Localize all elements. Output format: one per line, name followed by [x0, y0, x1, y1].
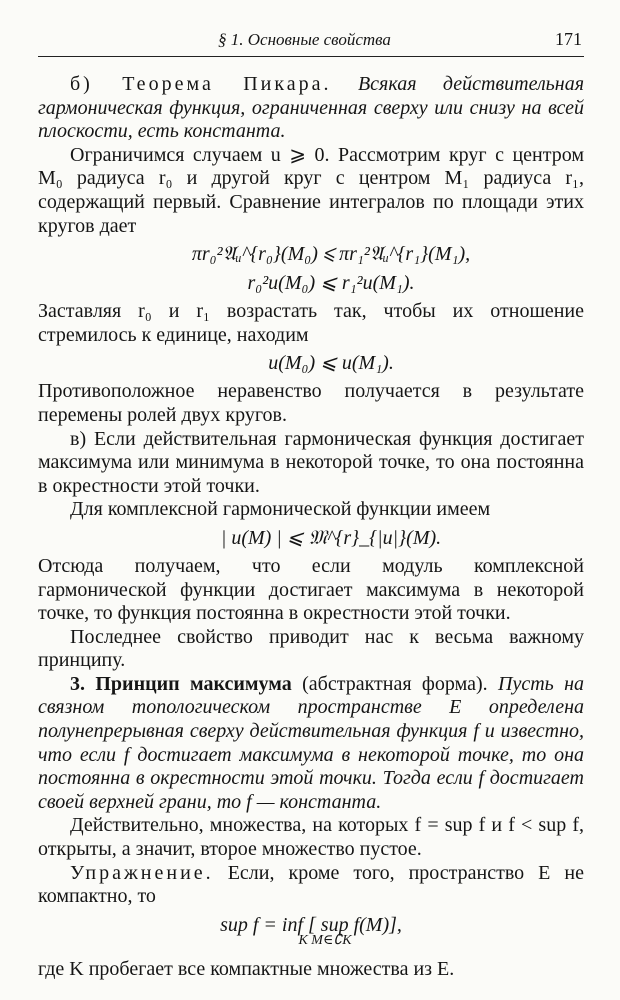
picard-theorem-statement: Всякая действительная гармоническая функция, ограниченная сверху или снизу на всей плоскости, есть константа. [38, 73, 584, 143]
formula-modulus: | u(M) | ⩽ 𝔐^{r}_{|u|}(M). [220, 526, 442, 549]
exercise-text: Если, кроме того, пространство E не компактно, то [38, 861, 584, 908]
page-number: 171 [555, 29, 582, 49]
exercise-paragraph [38, 862, 584, 909]
paragraph-compact-sets: где K пробегает все компактные множества из E. [38, 957, 455, 980]
paragraph-max-min: в) Если действительная гармоническая функция достигает максимума или минимума в некоторой точке, то она постоянна в окрестности этой точки. [38, 427, 584, 497]
paragraph-circles: Ограничимся случаем u ⩾ 0. Рассмотрим круг с центром M₀ радиуса r₀ и другой круг с центром M₁ радиуса r₁, содержащий первый. Сравнение интегралов по площади этих кругов дает [38, 143, 584, 237]
maximum-principle-statement: Пусть на связном топологическом пространстве E определена полунепрерывная сверху действительная функция f и известно, что если f достигает максимума в некоторой точке, то она постоянна в окрестности этой точки. Тогда если f достигает своей верхней грани, то f — константа. [38, 672, 585, 813]
section-number: 3. [70, 672, 85, 695]
picard-theorem-paragraph [38, 73, 584, 144]
formula-value-comparison: r₀²u(M₀) ⩽ r₁²u(M₁). [247, 272, 415, 295]
section-title: Принцип максимума [95, 672, 292, 695]
paragraph-reverse-inequality: Противоположное неравенство получается в результате перемены ролей двух кругов. [38, 380, 584, 426]
formula-sup-inf: sup f = inf [ sup f(M)], [220, 913, 402, 936]
paragraph-modulus-conclusion: Отсюда получаем, что если модуль комплексной гармонической функции достигает максимума в некоторой точке, то функция постоянна в окрестности этой точки. [38, 554, 584, 625]
running-title: § 1. Основные свойства [218, 30, 391, 49]
picard-theorem-heading: б) Теорема Пикара. [70, 73, 332, 95]
paragraph-complex-intro: Для комплексной гармонической функции имеем [70, 498, 491, 521]
paragraph-radius-limit: Заставляя r₀ и r₁ возрастать так, чтобы их отношение стремилось к единице, находим [38, 300, 584, 346]
exercise-heading: Упражнение. [70, 861, 214, 884]
formula-integral-comparison: πr₀²𝔄ᵤ^{r₀}(M₀) ⩽ πr₁²𝔄ᵤ^{r₁}(M₁), [191, 243, 471, 266]
formula-sup-inf-subscripts: K M∈∁K [298, 932, 352, 948]
maximum-principle-paragraph [38, 673, 584, 815]
page-body [38, 73, 584, 981]
paragraph-principle-lead: Последнее свойство приводит нас к весьма важному принципу. [38, 625, 584, 672]
formula-u-inequality: u(M₀) ⩽ u(M₁). [268, 352, 394, 375]
section-subtitle: (абстрактная форма). [302, 672, 488, 695]
page-header [38, 28, 584, 57]
paragraph-proof: Действительно, множества, на которых f = sup f и f < sup f, открыты, а значит, второе множество пустое. [38, 814, 584, 861]
